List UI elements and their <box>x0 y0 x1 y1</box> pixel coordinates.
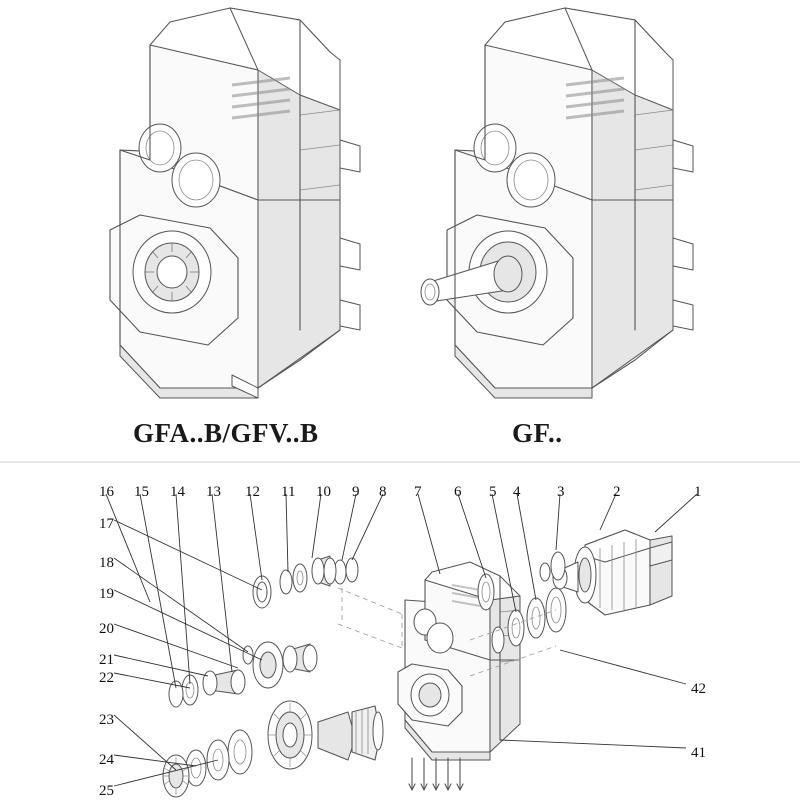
callout-left-22: 22 <box>99 670 114 686</box>
callout-left-20: 20 <box>99 621 114 637</box>
callout-left-23: 23 <box>99 712 114 728</box>
callout-top-16: 16 <box>99 484 114 500</box>
callout-top-5: 5 <box>489 484 497 500</box>
callout-top-9: 9 <box>352 484 360 500</box>
callout-top-1: 1 <box>694 484 702 500</box>
callout-top-13: 13 <box>206 484 221 500</box>
callout-top-6: 6 <box>454 484 462 500</box>
gearbox-right-assembly <box>421 8 693 398</box>
callout-top-15: 15 <box>134 484 149 500</box>
callout-top-14: 14 <box>170 484 185 500</box>
callout-left-25: 25 <box>99 783 114 799</box>
exploded-bolts <box>409 758 463 790</box>
callout-top-12: 12 <box>245 484 260 500</box>
callout-left-19: 19 <box>99 586 114 602</box>
exploded-shaft-lower <box>163 701 383 797</box>
callout-top-8: 8 <box>379 484 387 500</box>
callout-left-17: 17 <box>99 516 114 532</box>
callout-left-21: 21 <box>99 652 114 668</box>
callout-right-42: 42 <box>691 681 706 697</box>
exploded-motor-unit <box>553 530 672 615</box>
gearbox-left-assembly <box>110 8 360 398</box>
callout-left-24: 24 <box>99 752 114 768</box>
callout-top-10: 10 <box>316 484 331 500</box>
callout-top-11: 11 <box>281 484 296 500</box>
callout-top-2: 2 <box>613 484 621 500</box>
callout-top-7: 7 <box>414 484 422 500</box>
exploded-parts-view <box>106 494 697 797</box>
callout-top-3: 3 <box>557 484 565 500</box>
callout-left-18: 18 <box>99 555 114 571</box>
caption-gfa-gfv: GFA..B/GFV..B <box>133 418 319 448</box>
callout-right-41: 41 <box>691 745 706 761</box>
exploded-housing <box>398 562 520 760</box>
callout-top-4: 4 <box>513 484 521 500</box>
caption-gf: GF.. <box>512 418 563 448</box>
